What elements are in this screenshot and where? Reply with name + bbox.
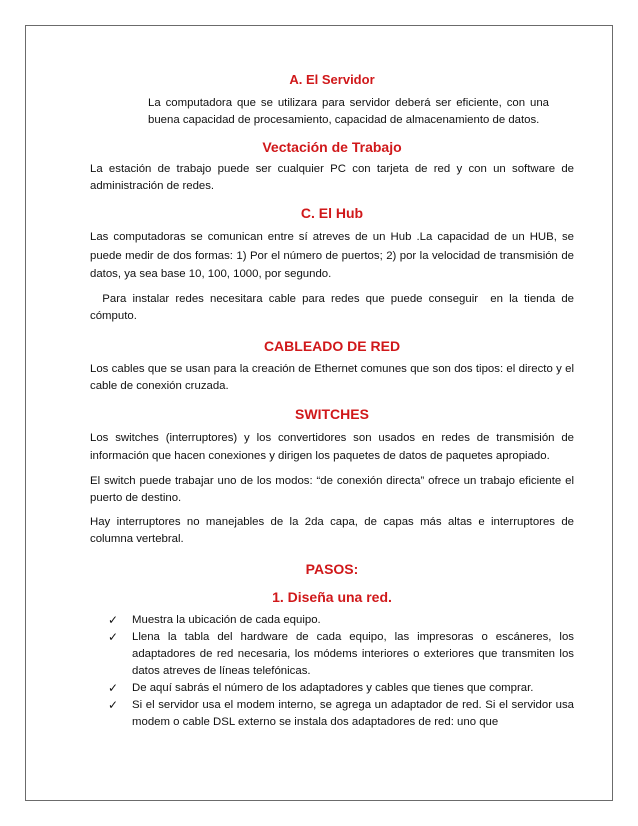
servidor-heading: A. El Servidor xyxy=(289,72,375,87)
check-mark-icon: ✓ xyxy=(108,680,119,695)
pasos-heading: PASOS: xyxy=(305,560,359,577)
hub-heading: C. El Hub xyxy=(300,205,364,221)
switches-paragraph-1: Los switches (interruptores) y los convertidores son usados en redes de transmisión de información que hacen conexiones y dirigen los paquetes de datos de paquetes apropiado. xyxy=(90,431,574,462)
hub-paragraph: Las computadoras se comunican entre sí atreves de un Hub .La capacidad de un HUB, se puede medir de dos formas: 1) Por el número de puertos; 2) por la velocidad de transmisión de datos, ya sea base 10, 100, 1000, por segundo. xyxy=(90,231,574,280)
checklist-item xyxy=(108,629,574,680)
disena-heading: 1. Diseña una red. xyxy=(272,588,392,605)
servidor-paragraph: La computadora que se utilizara para servidor deberá ser eficiente, con una buena capacidad de procesamiento, capacidad de almacenamiento de datos. xyxy=(148,97,549,126)
check-mark-icon: ✓ xyxy=(108,629,119,644)
checklist-item-text: Muestra la ubicación de cada equipo. xyxy=(132,613,321,626)
document-content xyxy=(90,71,578,731)
checklist-item-text: De aquí sabrás el número de los adaptadores y cables que tienes que comprar. xyxy=(132,681,534,694)
switches-heading: SWITCHES xyxy=(295,405,369,422)
switches-paragraph-3: Hay interruptores no manejables de la 2da capa, de capas más altas e interruptores de columna vertebral. xyxy=(90,515,574,545)
switches-paragraph-2: El switch puede trabajar uno de los modos: “de conexión directa” ofrece un trabajo eficiente el puerto de destino. xyxy=(90,474,574,504)
checklist-item-text: Llena la tabla del hardware de cada equipo, las impresoras o escáneres, los adaptadores de red necesaria, los módems interiores o exteriores que transmiten los datos atreves de líneas telefónicas. xyxy=(132,630,574,677)
checklist-item xyxy=(108,697,574,731)
hub-paragraph-2: Para instalar redes necesitara cable para redes que puede conseguir en la tienda de cómputo. xyxy=(90,292,578,322)
document-page xyxy=(25,25,613,801)
cableado-heading: CABLEADO DE RED xyxy=(263,337,401,354)
check-mark-icon: ✓ xyxy=(108,612,119,627)
estacion-heading: Vectación de Trabajo xyxy=(262,139,402,155)
estacion-paragraph: La estación de trabajo puede ser cualquier PC con tarjeta de red y con un software de administración de redes. xyxy=(90,163,574,192)
checklist-item xyxy=(108,680,574,697)
check-mark-icon: ✓ xyxy=(108,697,119,712)
steps-checklist xyxy=(90,612,574,731)
checklist-item-text: Si el servidor usa el modem interno, se agrega un adaptador de red. Si el servidor usa modem o cable DSL externo se instala dos adaptadores de red: uno que xyxy=(132,698,574,728)
checklist-item xyxy=(108,612,574,629)
cableado-paragraph: Los cables que se usan para la creación de Ethernet comunes que son dos tipos: el directo y el cable de conexión cruzada. xyxy=(90,362,574,392)
